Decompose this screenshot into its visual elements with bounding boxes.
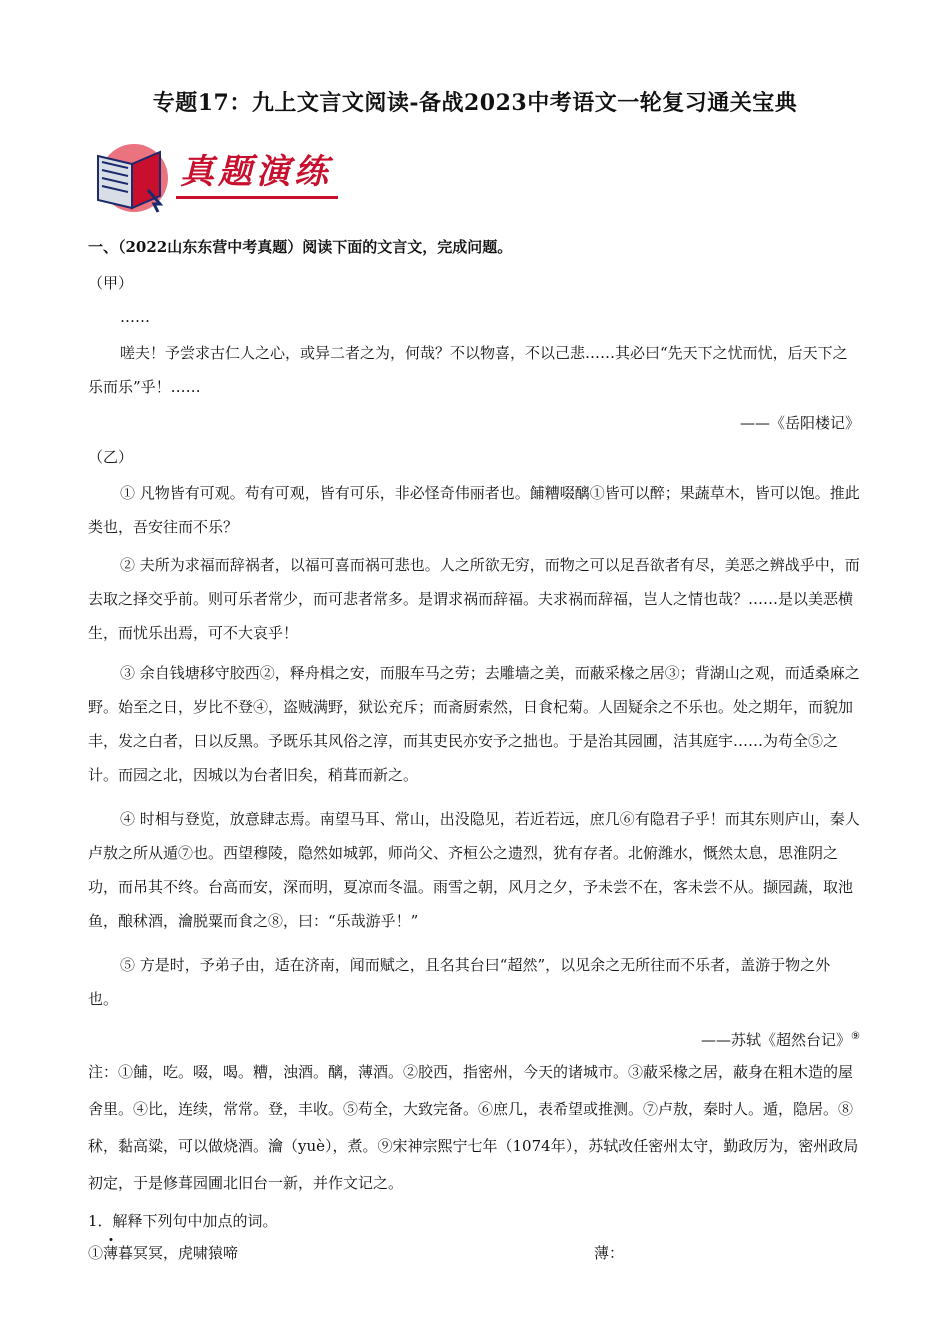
page-title: 专题17：九上文言文阅读-备战2023中考语文一轮复习通关宝典 [152, 90, 798, 116]
yi-paragraph-4: ④ 时相与登览，放意肆志焉。南望马耳、常山，出没隐见，若近若远，庶几⑥有隐君子乎！而其东则庐山，秦人卢敖之所从遁⑦也。西望穆陵，隐然如城郭，师尚父、齐桓公之遗烈，犹有存者。北俯潍水，慨然太息，思淮阴之功，而吊其不终。台高而安，深而明，夏凉而冬温。雨雪之朝，风月之夕，予未尝不在，客未尝不从。撷园蔬，取池鱼，酿秫酒，瀹脱粟而食之⑧，曰：“乐哉游乎！” [88, 810, 860, 930]
item-number: ① [88, 1244, 104, 1262]
yi-paragraph-5: ⑤ 方是时，予弟子由，适在济南，闻而赋之，且名其台曰“超然”，以见余之无所往而不乐者，盖游于物之外也。 [88, 956, 831, 1008]
jia-label: （甲） [88, 274, 134, 292]
question-heading: 一、（2022山东东营中考真题）阅读下面的文言文，完成问题。 [88, 238, 513, 256]
dotted-word: 薄 [103, 1244, 119, 1262]
item-sentence: 暮冥冥，虎啸猿啼 [118, 1244, 239, 1262]
jia-ellipsis: …… [120, 308, 150, 326]
jia-paragraph: 嗟夫！予尝求古仁人之心，或异二者之为，何哉？不以物喜，不以己悲……其必曰“先天下之忧而忧，后天下之乐而乐”乎！…… [88, 344, 848, 396]
question-1-item [88, 1236, 860, 1270]
annotation-notes: 注：①餔，吃。啜，喝。糟，浊酒。醨，薄酒。②胶西，指密州，今天的诸城市。③蔽采椽之居，蔽身在粗木造的屋舍里。④比，连续，常常。登，丰收。⑤苟全，大致完备。⑥庶几，表希望或推测。⑦卢敖，秦时人。遁，隐居。⑧秫，黏高粱，可以做烧酒。瀹（yuè），煮。⑨宋神宗熙宁七年（1074年），苏轼改任密州太守，勤政厉为，密州政局初定，于是修葺园圃北旧台一新，并作文记之。 [88, 1063, 859, 1192]
question-1-stem: 1．解释下列句中加点的词。 [88, 1212, 278, 1230]
yi-paragraph-2: ② 夫所为求福而辞祸者，以福可喜而祸可悲也。人之所欲无穷，而物之可以足吾欲者有尽，美恶之辨战乎中，而去取之择交乎前。则可乐者常少，而可悲者常多。是谓求祸而辞福。夫求祸而辞福，岂人之情也哉？……是以美恶横生，而忧乐出焉，可不大哀乎！ [88, 556, 860, 642]
yi-source [88, 1020, 860, 1057]
jia-source: ——《岳阳楼记》 [739, 414, 860, 432]
banner-underline [176, 196, 338, 199]
book-icon [88, 138, 174, 214]
yi-paragraph-3: ③ 余自钱塘移守胶西②，释舟楫之安，而服车马之劳；去雕墙之美，而蔽采椽之居③；背湖山之观，而适桑麻之野。始至之日，岁比不登④，盗贼满野，狱讼充斥；而斋厨索然，日食杞菊。人固疑余之不乐也。处之期年，而貌加丰，发之白者，日以反黑。予既乐其风俗之淳，而其吏民亦安予之拙也。于是治其园圃，洁其庭宇……为苟全⑤之计。而园之北，因城以为台者旧矣，稍葺而新之。 [88, 664, 860, 784]
answer-label: 薄： [594, 1244, 625, 1262]
banner-title: 真题演练 [180, 152, 332, 192]
yi-label: （乙） [88, 448, 134, 466]
yi-paragraph-1: ① 凡物皆有可观。苟有可观，皆有可乐，非必怪奇伟丽者也。餔糟啜醨①皆可以醉；果蔬草木，皆可以饱。推此类也，吾安往而不乐？ [88, 484, 860, 536]
yi-source-mark: ⑨ [851, 1031, 860, 1042]
section-banner [88, 138, 348, 214]
yi-source-text: ——苏轼《超然台记》 [701, 1031, 852, 1049]
